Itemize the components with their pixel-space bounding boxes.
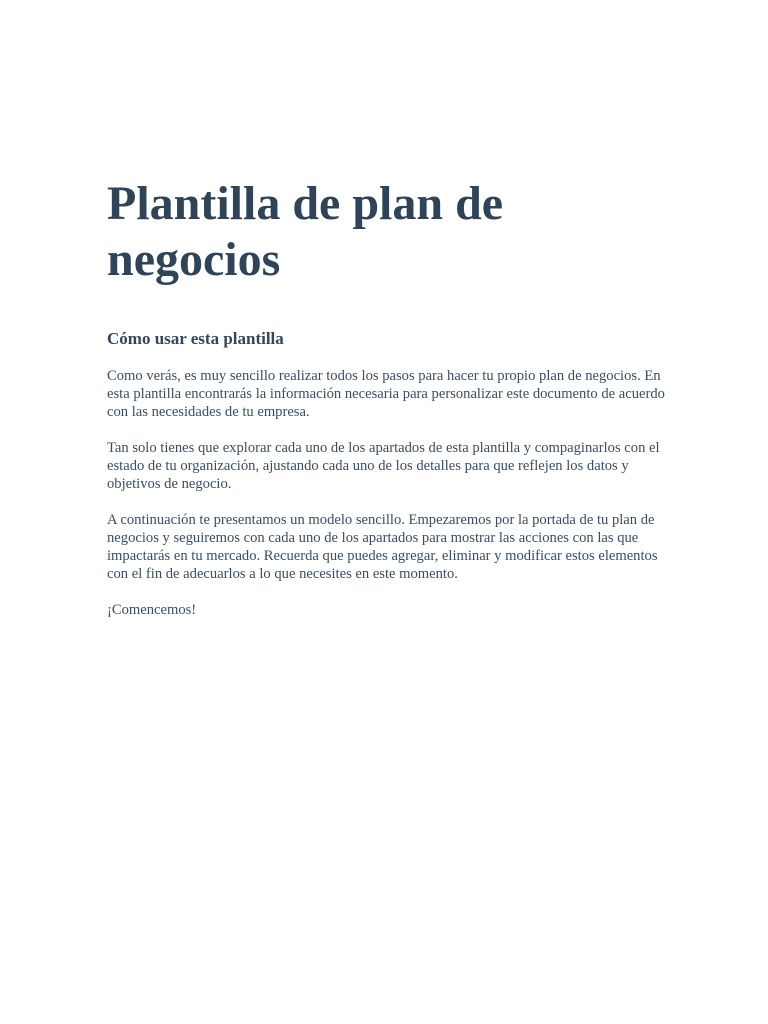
paragraph-explore: Tan solo tienes que explorar cada uno de los apartados de esta plantilla y compaginarlos con el estado de tu organización, ajustando cada uno de los detalles para que reflejen los datos y objetivos de negocio.	[107, 440, 660, 492]
paragraph-intro: Como verás, es muy sencillo realizar todos los pasos para hacer tu propio plan de negocios. En esta plantilla encontrarás la información necesaria para personalizar este documento de acuerdo con las necesidades de tu empresa.	[107, 368, 665, 420]
document-title: Plantilla de plan de negocios	[107, 177, 504, 286]
section-heading: Cómo usar esta plantilla	[107, 329, 284, 348]
document-content	[107, 176, 667, 619]
paragraph-model: A continuación te presentamos un modelo sencillo. Empezaremos por la portada de tu plan de negocios y seguiremos con cada uno de los apartados para mostrar las acciones con las que impactarás en tu mercado. Recuerda que puedes agregar, eliminar y modificar estos elementos con el fin de adecuarlos a lo que necesites en este momento.	[107, 512, 658, 582]
paragraph-closing: ¡Comencemos!	[107, 602, 197, 618]
